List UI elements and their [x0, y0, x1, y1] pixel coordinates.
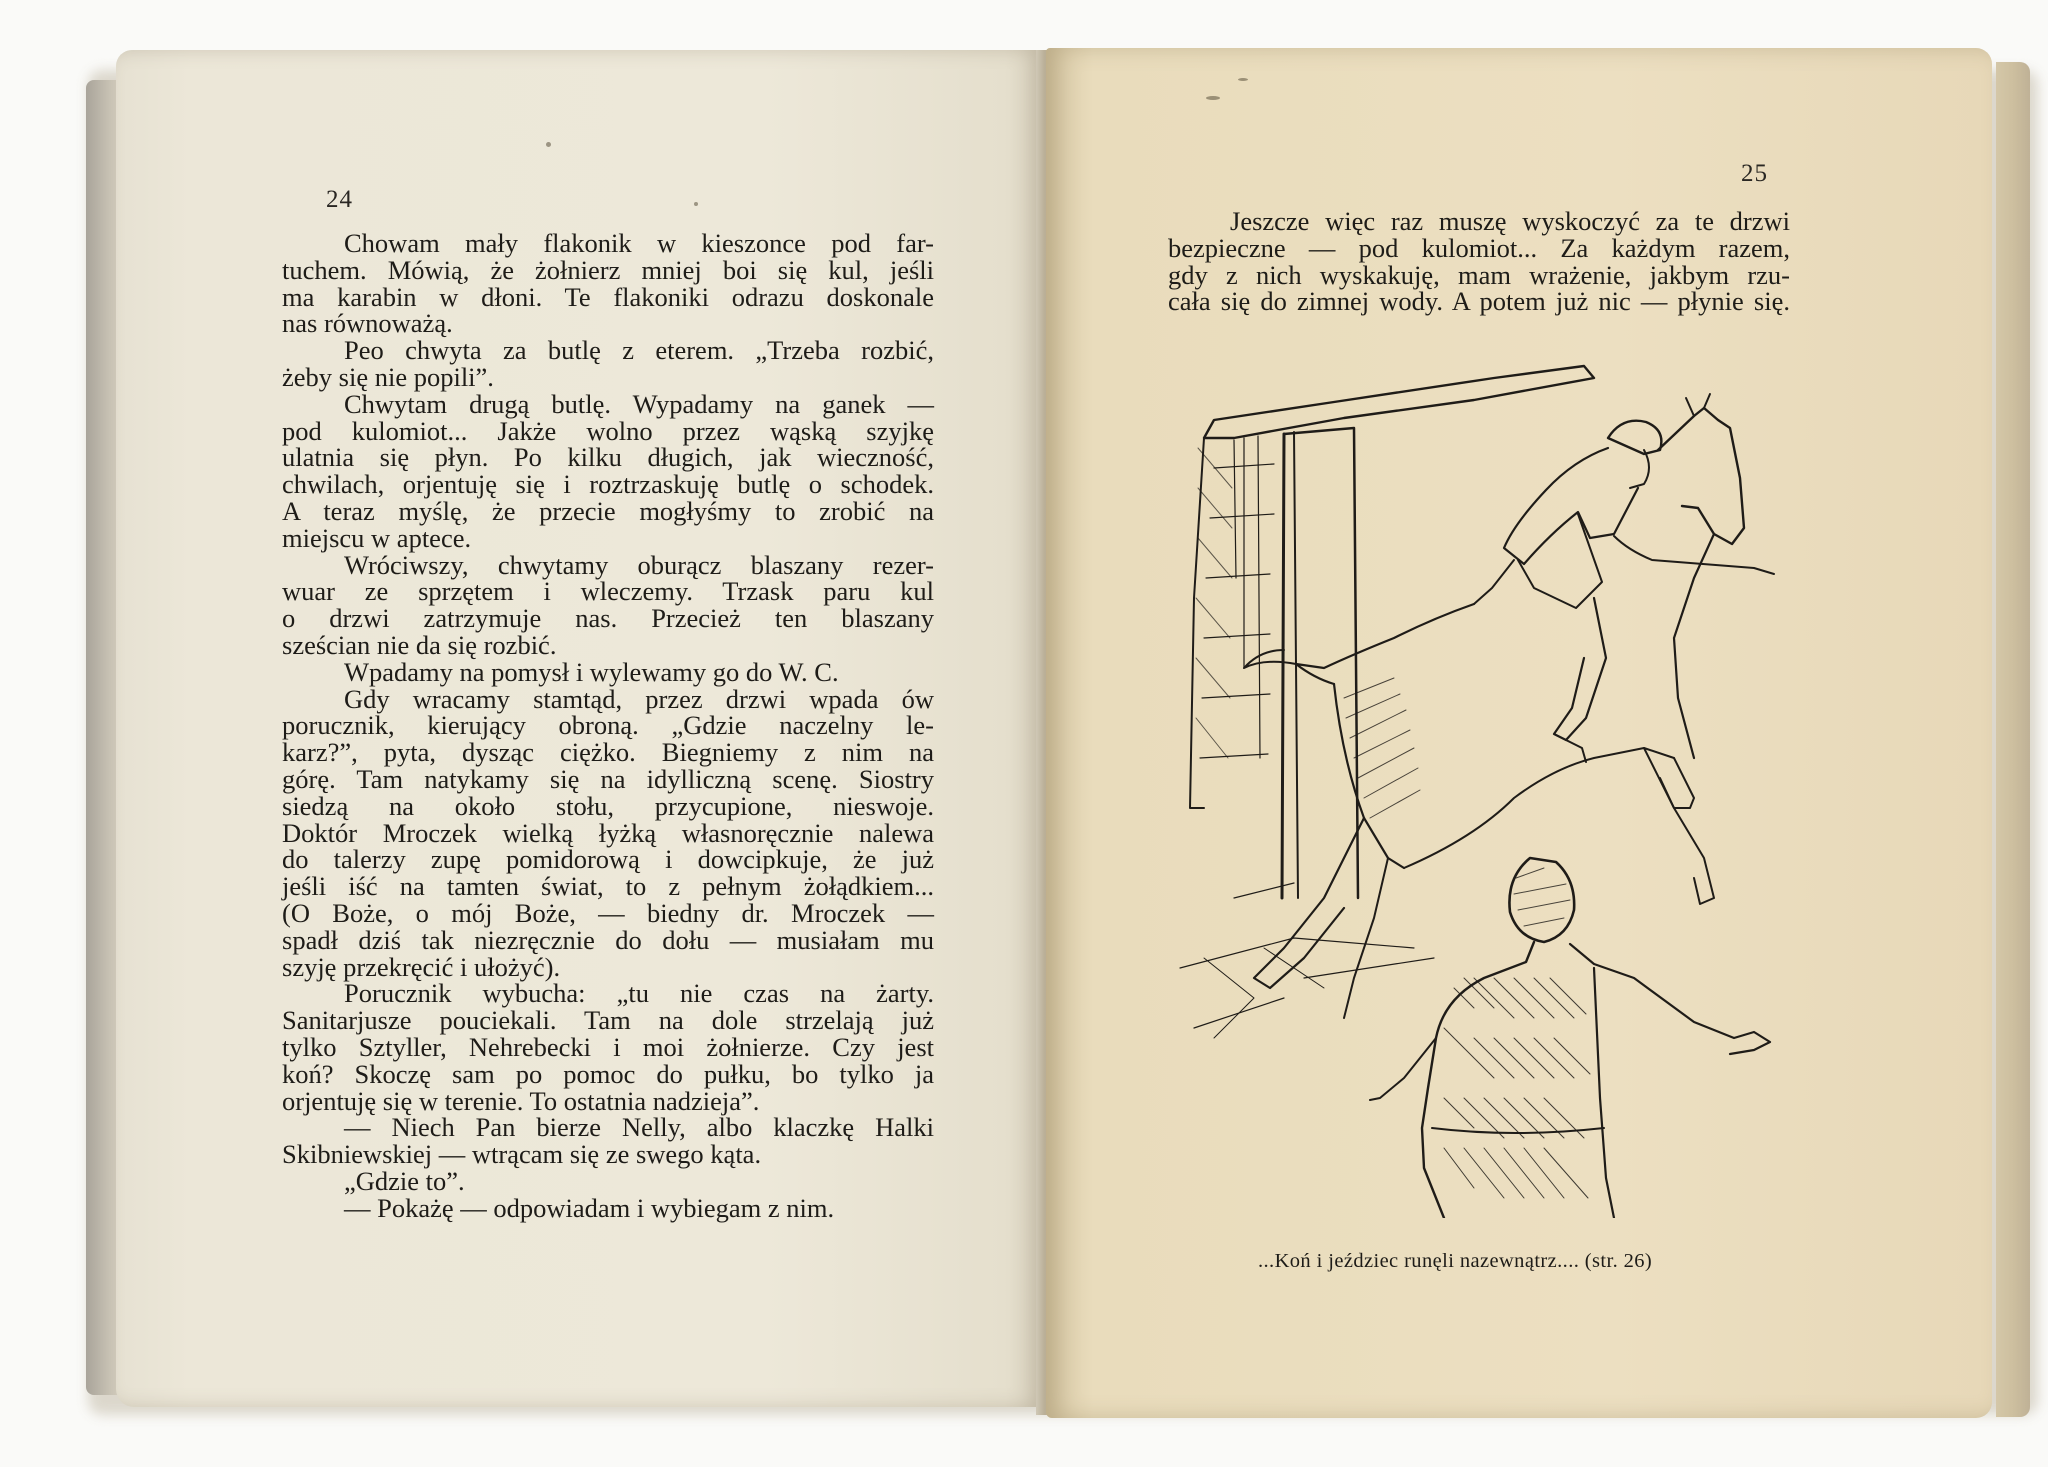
text-line: Sanitarjusze pouciekali. Tam na dole strzelają już — [282, 1005, 934, 1036]
text-line: jeśli iść na tamten świat, to z pełnym żołądkiem... — [282, 871, 934, 902]
text-line: siedzą na około stołu, przycupione, nieswoje. — [282, 790, 934, 821]
text-line: nas równoważą. — [282, 308, 453, 339]
text-line: Doktór Mroczek wielką łyżką własnoręcznie nalewa — [282, 817, 934, 848]
text-line: Peo chwyta za butlę z eterem. „Trzeba rozbić, — [344, 335, 934, 366]
ink-spot — [694, 202, 698, 206]
illustration-caption: ...Koń i jeździec runęli nazewnątrz.... (str. 26) — [1258, 1250, 1653, 1272]
text-line: żeby się nie popili”. — [282, 361, 494, 392]
text-line: do talerzy zupę pomidorową i dowcipkuje, że już — [282, 844, 934, 875]
text-line: Wpadamy na pomysł i wylewamy go do W. C. — [344, 656, 839, 687]
text-line: Porucznik wybucha: „tu nie czas na żarty. — [344, 978, 934, 1009]
text-line: spadł dziś tak niezręcznie do dołu — musiałam mu — [282, 924, 934, 955]
text-line: Chwytam drugą butlę. Wypadamy na ganek — — [344, 388, 934, 419]
text-line: orjentuję się w terenie. To ostatnia nadzieja”. — [282, 1085, 760, 1116]
text-line: cała się do zimnej wody. A potem już nic — płynie się. — [1168, 286, 1790, 317]
horse-rider-illustration — [1174, 338, 1846, 1218]
text-line: (O Boże, o mój Boże, — biedny dr. Mroczek — — [282, 897, 934, 928]
ink-spot — [546, 142, 551, 147]
left-page-text — [282, 230, 934, 1221]
text-line: bezpieczne — pod kulomiot... Za każdym razem, — [1168, 232, 1790, 263]
text-line: Skibniewskiej — wtrącam się ze swego kąta. — [282, 1139, 762, 1170]
text-line: Gdy wracamy stamtąd, przez drzwi wpada ów — [344, 683, 934, 714]
text-line: miejscu w aptece. — [282, 522, 472, 553]
text-line: porucznik, kierujący obroną. „Gdzie naczelny le- — [282, 710, 934, 741]
text-line: tuchem. Mówią, że żołnierz mniej boi się kul, jeśli — [282, 254, 934, 285]
text-line: sześcian nie da się rozbić. — [282, 629, 557, 660]
text-line: Jeszcze więc raz muszę wyskoczyć za te drzwi — [1230, 206, 1790, 236]
text-line: chwilach, orjentuję się i roztrzaskuję butlę o schodek. — [282, 469, 934, 500]
text-line: o drzwi zatrzymuje nas. Przecież ten blaszany — [282, 603, 934, 634]
text-line: „Gdzie to”. — [344, 1165, 465, 1196]
ink-spot — [1238, 78, 1248, 81]
left-page — [116, 50, 1042, 1407]
text-line: A teraz myślę, że przecie mogłyśmy to zrobić na — [282, 495, 934, 526]
right-page-text — [1168, 208, 1790, 315]
text-line: koń? Skoczę sam po pomoc do pułku, bo tylko ja — [282, 1058, 934, 1089]
text-line: górę. Tam natykamy się na idylliczną scenę. Siostry — [282, 763, 934, 794]
text-line: — Pokażę — odpowiadam i wybiegam z nim. — [344, 1192, 835, 1223]
text-line: — Niech Pan bierze Nelly, albo klaczkę Halki — [344, 1112, 934, 1143]
ink-spot — [1206, 96, 1220, 100]
text-line: karz?”, pyta, dysząc ciężko. Biegniemy z nim na — [282, 737, 934, 768]
text-line: szyję przekręcić i ułożyć). — [282, 951, 561, 982]
text-line: ulatnia się płyn. Po kilku długich, jak wieczność, — [282, 442, 934, 473]
text-line: tylko Sztyller, Nehrebecki i moi żołnierze. Czy jest — [282, 1031, 934, 1062]
right-page-number: 25 — [1741, 160, 1768, 187]
left-page-number: 24 — [326, 186, 353, 213]
text-line: Wróciwszy, chwytamy oburącz blaszany rezer- — [344, 549, 934, 580]
text-line: wuar ze sprzętem i wleczemy. Trzask paru kul — [282, 576, 934, 607]
text-line: ma karabin w dłoni. Te flakoniki odrazu doskonale — [282, 281, 934, 312]
right-page-stack-edge — [1996, 62, 2030, 1417]
text-line: gdy z nich wyskakuję, mam wrażenie, jakbym rzu- — [1168, 259, 1790, 290]
text-line: Chowam mały flakonik w kieszonce pod far- — [344, 228, 934, 258]
right-page — [1046, 48, 1992, 1418]
text-line: pod kulomiot... Jakże wolno przez wąską szyjkę — [282, 415, 934, 446]
